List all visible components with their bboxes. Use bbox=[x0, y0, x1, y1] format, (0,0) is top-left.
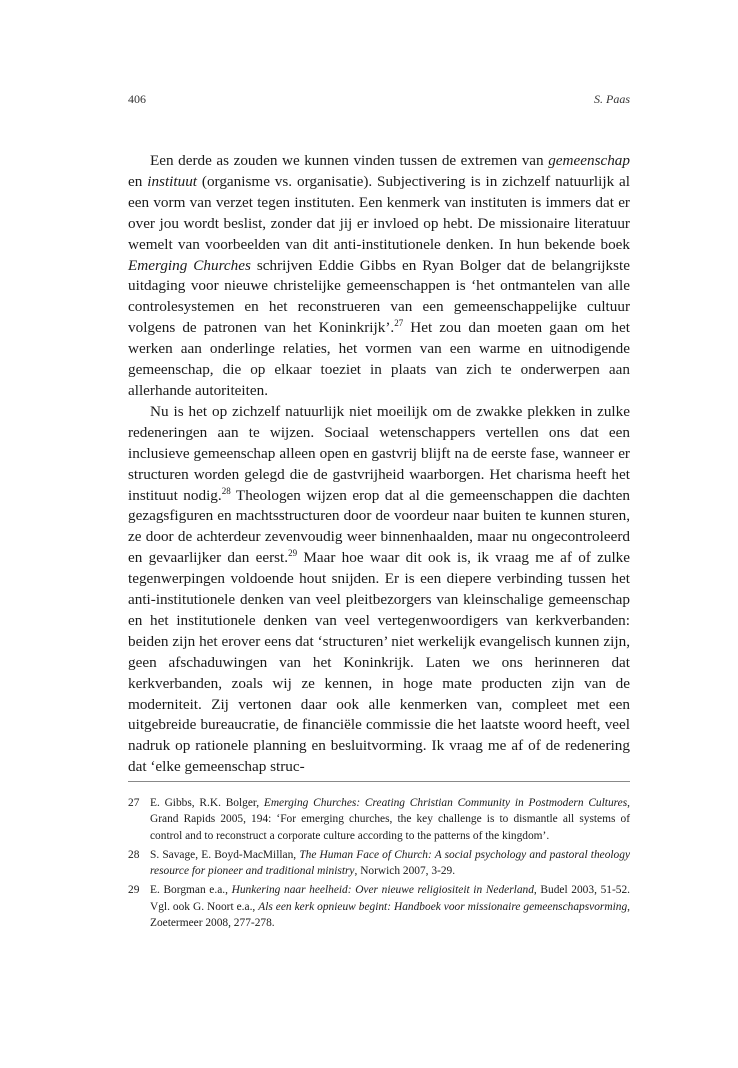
italic-term: instituut bbox=[147, 172, 198, 190]
footnote-ref-29[interactable]: 29 bbox=[288, 548, 298, 559]
text-run: , Zoetermeer 2008, 277-278. bbox=[150, 900, 630, 930]
text-run: schrijven Eddie Gibbs en Ryan Bolger dat de belangrijkste uitdaging voor nieuwe christelijke gemeenschappen is ‘het ontmantelen van alle controlesystemen en het reconstrueren van een gemeenschappelijke cultuur volgens de patronen van het Koninkrijk’. bbox=[128, 256, 630, 337]
text-run: , Grand Rapids 2005, 194: ‘For emerging churches, the key challenge is to dismantle all systems of control and to reconstruct a corporate culture according to the patterns of the kingdom’. bbox=[150, 797, 630, 842]
text-run: (organisme vs. organisatie). Subjectivering is in zichzelf natuurlijk al een vorm van verzet tegen instituten. Een kenmerk van instituten is immers dat er over jou wordt beslist, zonder dat jij er invloed op hebt. De missionaire literatuur wemelt van voorbeelden van dit anti-institutionele denken. In hun bekende boek bbox=[128, 172, 630, 253]
text-run: S. Savage, E. Boyd-MacMillan, bbox=[150, 848, 300, 861]
footnote-text bbox=[150, 847, 630, 880]
italic-term: gemeenschap bbox=[548, 152, 630, 169]
footnote-27 bbox=[128, 795, 630, 844]
text-run: Theologen wijzen erop dat al die gemeenschappen die dachten gezagsfiguren en machtsstructuren door de voordeur naar buiten te kunnen sturen, ze door de achterdeur zevenvoudig weer binnenhaalden, maar nu ongecontroleerd en gevaarlijker dan eerst. bbox=[128, 486, 630, 567]
page-number: 406 bbox=[128, 92, 146, 106]
text-run: Nu is het op zichzelf natuurlijk niet moeilijk om de zwakke plekken in zulke redeneringen aan te wijzen. Sociaal wetenschappers vertellen ons dat een inclusieve gemeenschap alleen open en gastvrij blijft na de eerste fase, wanneer er structuren worden gelegd die de gastvrijheid waarborgen. Het charisma heeft het instituut nodig. bbox=[128, 402, 630, 504]
book-title: Emerging Churches bbox=[128, 256, 251, 274]
footnote-ref-28[interactable]: 28 bbox=[221, 485, 231, 496]
footnote-text bbox=[150, 795, 630, 844]
footnote-number: 29 bbox=[128, 884, 140, 897]
footnote-29 bbox=[128, 882, 630, 931]
text-run: Een derde as zouden we kunnen vinden tussen de extremen van bbox=[150, 152, 549, 169]
running-author: S. Paas bbox=[594, 92, 630, 106]
text-run: , Norwich 2007, 3-29. bbox=[354, 865, 456, 878]
footnote-divider bbox=[128, 781, 630, 782]
paragraph-2 bbox=[128, 402, 630, 778]
text-run: , Budel 2003, 51-52. Vgl. ook G. Noort e.a., bbox=[150, 884, 630, 913]
cited-title: Emerging Churches: Creating Christian Community in Postmodern Cultures bbox=[263, 797, 628, 809]
text-run: Het zou dan moeten gaan om het werken aan onderlinge relaties, het vormen van een warme en uitnodigende gemeenschap, die op elkaar toeziet in plaats van zich te onderwerpen aan allerhande autoriteiten. bbox=[128, 319, 630, 399]
footnote-number: 27 bbox=[128, 797, 140, 809]
footnote-ref-27[interactable]: 27 bbox=[394, 318, 404, 329]
running-header bbox=[128, 92, 630, 107]
cited-title: Hunkering naar heelheid: Over nieuwe religiositeit in Nederland bbox=[231, 884, 534, 897]
footnote-text bbox=[150, 882, 630, 931]
text-run: Maar hoe waar dit ook is, ik vraag me af of zulke tegenwerpingen voldoende hout snijden. Er is een diepere verbinding tussen het anti-institutionele denken van veel pleitbezorgers van kleinschalige gemeenschap en het institutionele denken van veel vertegenwoordigers van kerkverbanden: beiden zijn het erover eens dat ‘structuren’ niet werkelijk evangelisch kunnen zijn, geen afschaduwingen van het Koninkrijk. Laten we ons herinneren dat kerkverbanden, zoals wij ze kennen, in hoge mate producten zijn van de moderniteit. Zij vertonen daar ook alle kenmerken van, compleet met een uitgebreide bureaucratie, de financiële commissie die het laatste woord heeft, veel nadruk op rationele planning en besluitvorming. Ik vraag me af of de redenering dat ‘elke gemeenschap struc- bbox=[128, 549, 631, 776]
cited-title: Als een kerk opnieuw begint: Handboek voor missionaire gemeenschapsvorming bbox=[258, 900, 628, 913]
footnotes bbox=[128, 795, 630, 934]
footnote-number: 28 bbox=[128, 848, 140, 861]
cited-title: The Human Face of Church: A social psychology and pastoral theology resource for pioneer and traditional ministry bbox=[150, 848, 630, 878]
footnote-28 bbox=[128, 847, 630, 880]
text-run: E. Gibbs, R.K. Bolger, bbox=[150, 797, 264, 809]
text-run: E. Borgman e.a., bbox=[150, 884, 232, 897]
text-run: en bbox=[128, 172, 148, 190]
body-text bbox=[128, 151, 630, 778]
paragraph-1 bbox=[128, 151, 630, 402]
